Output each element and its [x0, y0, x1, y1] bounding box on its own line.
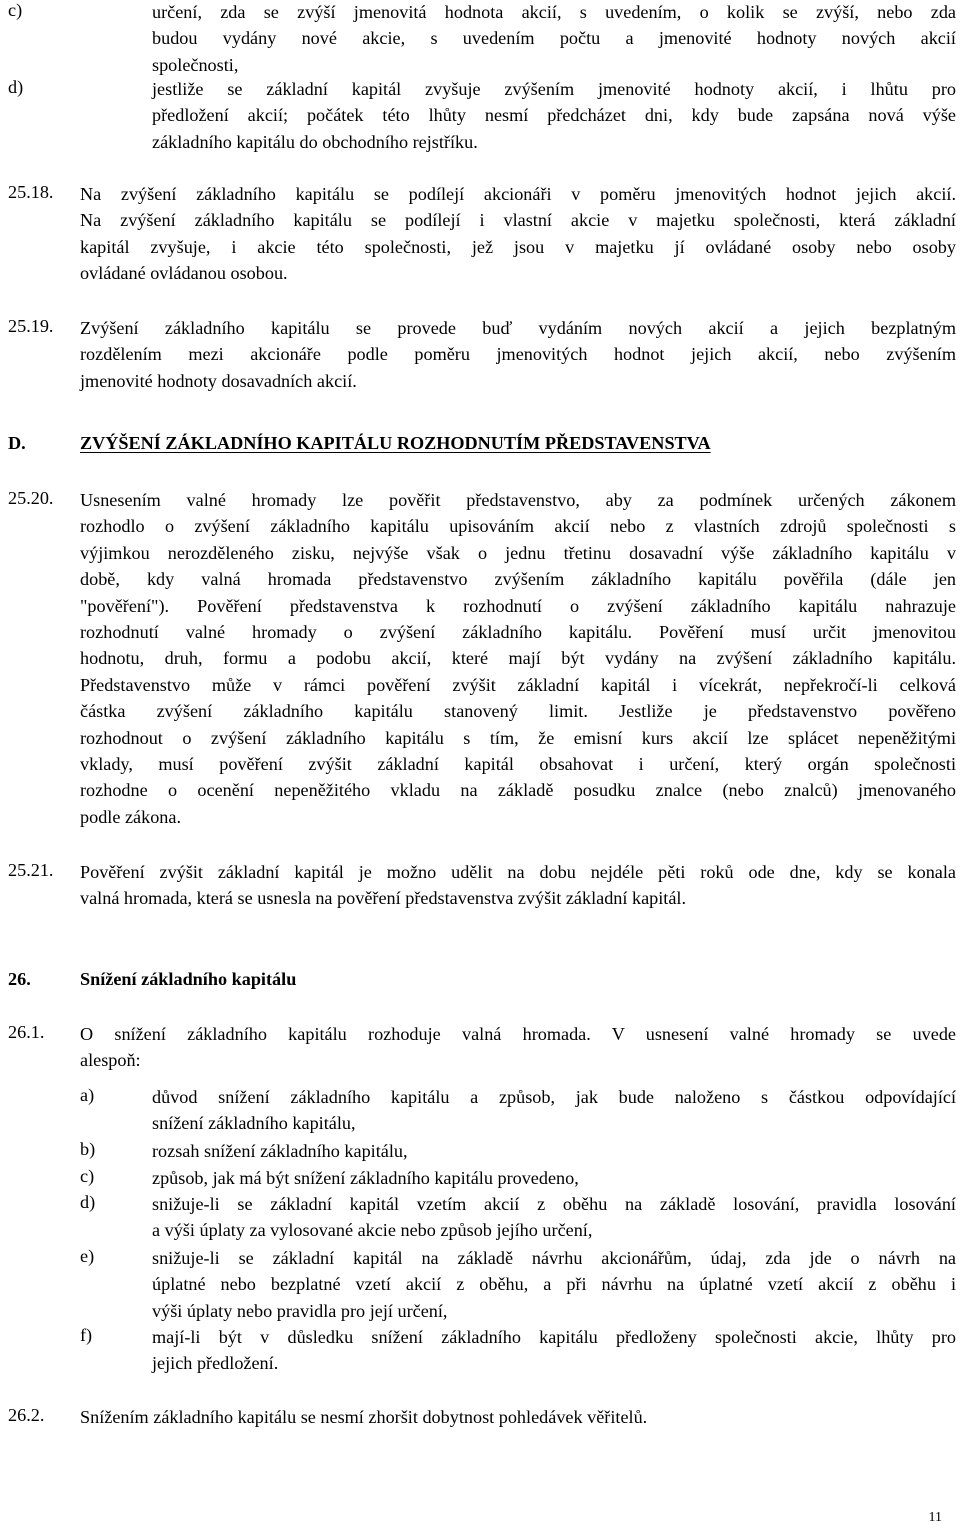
text-line: kapitál zvyšuje, i akcie této společnosti, jež jsou v majetku jí ovládané osoby nebo osoby [80, 236, 956, 257]
text-line: společnosti, [152, 54, 239, 75]
text-line: valná hromada, která se usnesla na pověření představenstva zvýšit základní kapitál. [80, 888, 687, 909]
text-line: částka zvýšení základního kapitálu stanovený limit. Jestliže je představenstvo pověřeno [80, 701, 956, 722]
text-line: předložení akcií; počátek této lhůty nesmí předcházet dni, kdy bude zapsána nová výše [152, 105, 956, 126]
text-line: rozhodnout o zvýšení základního kapitálu s tím, že emisní kurs akcií lze splácet nepeněžitými [80, 727, 956, 748]
item-text [152, 0, 956, 78]
text-line: jestliže se základní kapitál zvyšuje zvýšením jmenovité hodnoty akcií, i lhůtu pro [152, 79, 956, 99]
text-line: základního kapitálu do obchodního rejstříku. [152, 131, 478, 152]
item-label: f) [80, 1325, 93, 1345]
chapter-title-26 [80, 969, 296, 990]
item-text [152, 1245, 956, 1324]
item-text [152, 76, 956, 155]
chapter-heading-d [8, 433, 26, 454]
text-line: Pověření zvýšit základní kapitál je možno udělit na dobu nejdéle pěti roků ode dne, kdy se konala [80, 862, 956, 882]
text-line: a výši úplaty za vylosované akcie nebo způsob jejího určení, [152, 1220, 593, 1241]
text-line: určení, zda se zvýší jmenovitá hodnota akcií, s uvedením, o kolik se zvýší, nebo zda [152, 2, 956, 22]
item-label: e) [80, 1246, 95, 1266]
text-line: Snížením základního kapitálu se nesmí zhoršit dobytnost pohledávek věřitelů. [80, 1407, 648, 1427]
text-line: výjimkou nerozděleného zisku, nejvýše však o jednu třetinu dosavadní výše základního kapitálu v [80, 542, 956, 563]
section-number: 25.18. [8, 182, 54, 202]
item-label: d) [80, 1192, 96, 1212]
item-text [152, 1165, 956, 1191]
text-line: jmenovité hodnoty dosavadních akcií. [80, 370, 357, 391]
text-line: jejich předložení. [152, 1353, 279, 1374]
item-text [152, 1324, 956, 1377]
text-line: Na zvýšení základního kapitálu se podílejí akcionáři v poměru jmenovitých hodnot jejich akcií. [80, 184, 956, 204]
text-line: alespoň: [80, 1050, 141, 1071]
text-line: budou vydány nové akcie, s uvedením počtu a jmenovité hodnoty nových akcií [152, 28, 956, 49]
text-line: Představenstvo může v rámci pověření zvýšit základní kapitál i vícekrát, nepřekročí-li celková [80, 674, 956, 695]
chapter-title: ZVÝŠENÍ ZÁKLADNÍHO KAPITÁLU ROZHODNUTÍM PŘEDSTAVENSTVA [80, 433, 711, 453]
text-line: způsob, jak má být snížení základního kapitálu provedeno, [152, 1168, 579, 1188]
text-line: rozdělením mezi akcionáře podle poměru jmenovitých hodnot jejich akcií, nebo zvýšením [80, 344, 956, 365]
text-line: snižuje-li se základní kapitál vzetím akcií z oběhu na základě losování, pravidla losování [152, 1194, 956, 1214]
text-line: rozsah snížení základního kapitálu, [152, 1141, 408, 1161]
section-text [80, 487, 956, 830]
section-number: 25.20. [8, 488, 54, 508]
section-number: 25.19. [8, 316, 54, 336]
text-line: Zvýšení základního kapitálu se provede buď vydáním nových akcií a jejich bezplatným [80, 318, 956, 338]
item-label: c) [8, 0, 23, 20]
text-line: rozhodne o ocenění nepeněžitého vkladu na základě posudku znalce (nebo znalců) jmenovaného [80, 780, 956, 801]
text-line: "pověření"). Pověření představenstva k rozhodnutí o zvýšení základního kapitálu nahrazuje [80, 595, 956, 616]
text-line: vklady, musí pověření zvýšit základní kapitál obsahovat i určení, který orgán společnosti [80, 754, 956, 775]
section-text [80, 315, 956, 394]
text-line: hodnotu, druh, formu a podobu akcií, které mají být vydány na zvýšení základního kapitálu. [80, 648, 956, 669]
item-label: c) [80, 1166, 95, 1186]
text-line: úplatné nebo bezplatné vzetí akcií z oběhu, a při návrhu na úplatné vzetí akcií z oběhu i [152, 1274, 956, 1295]
text-line: mají-li být v důsledku snížení základního kapitálu předloženy společnosti akcie, lhůty pro [152, 1327, 956, 1347]
text-line: rozhodnutí valné hromady o zvýšení základního kapitálu. Pověření musí určit jmenovitou [80, 622, 956, 643]
section-number: 25.21. [8, 860, 54, 880]
item-text [152, 1084, 956, 1137]
text-line: ovládané ovládanou osobou. [80, 263, 288, 284]
text-line: O snížení základního kapitálu rozhoduje valná hromada. V usnesení valné hromady se uvede [80, 1024, 956, 1044]
chapter-letter: D. [8, 433, 26, 453]
text-line: době, kdy valná hromada představenstvo zvýšením základního kapitálu pověřila (dále jen [80, 569, 956, 590]
text-line: snížení základního kapitálu, [152, 1113, 356, 1134]
chapter-number: 26. [8, 969, 31, 989]
item-label: d) [8, 77, 24, 97]
item-text [152, 1138, 956, 1164]
chapter-title-d [80, 433, 711, 454]
text-line: snižuje-li se základní kapitál na základě návrhu akcionářům, údaj, zda jde o návrh na [152, 1248, 956, 1268]
item-text [152, 1191, 956, 1244]
text-line: rozhodlo o zvýšení základního kapitálu upisováním akcií nebo z vlastních zdrojů společnosti s [80, 516, 956, 537]
section-text [80, 859, 956, 912]
section-text [80, 1404, 956, 1430]
section-text [80, 1021, 956, 1074]
text-line: důvod snížení základního kapitálu a způsob, jak bude naloženo s částkou odpovídající [152, 1087, 956, 1107]
text-line: Na zvýšení základního kapitálu se podílejí i vlastní akcie v majetku společnosti, která základní [80, 210, 956, 231]
text-line: Usnesením valné hromady lze pověřit představenstvo, aby za podmínek určených zákonem [80, 490, 956, 510]
section-number: 26.1. [8, 1022, 45, 1042]
text-line: podle zákona. [80, 806, 181, 827]
section-text [80, 181, 956, 287]
item-label: a) [80, 1085, 95, 1105]
text-line: výši úplaty nebo pravidla pro její určení, [152, 1300, 448, 1321]
page-number: 11 [928, 1510, 942, 1525]
item-label: b) [80, 1139, 96, 1159]
chapter-number-26 [8, 969, 31, 990]
chapter-title: Snížení základního kapitálu [80, 969, 297, 989]
section-number: 26.2. [8, 1405, 45, 1425]
